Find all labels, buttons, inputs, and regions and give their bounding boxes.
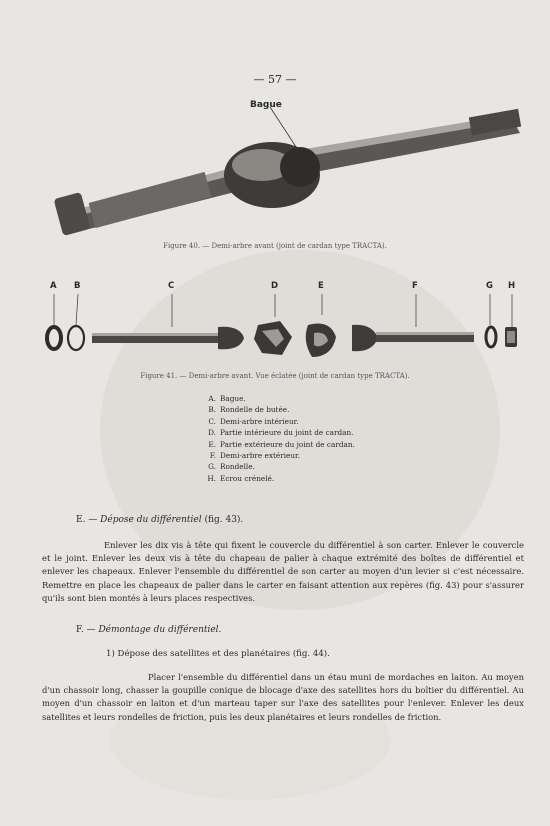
- legend-text: Rondelle.: [220, 462, 255, 472]
- legend-key: E.: [208, 439, 216, 449]
- part-letter-c: C: [168, 281, 175, 291]
- legend-item: [200, 450, 355, 461]
- legend-item: [200, 416, 355, 427]
- section-e-heading: [76, 515, 243, 525]
- legend-item: [200, 439, 355, 450]
- legend-text: Bague.: [220, 394, 246, 403]
- legend-text: Ecrou crénelé.: [220, 473, 275, 483]
- section-f-prefix: F. —: [76, 625, 96, 635]
- legend-item: [200, 393, 355, 404]
- legend-item: [200, 427, 355, 438]
- part-letter-e: E: [318, 281, 324, 291]
- legend-item: [200, 461, 355, 472]
- legend-item: [200, 473, 355, 484]
- section-e-title: Dépose du différentiel: [100, 515, 202, 525]
- legend-key: H.: [207, 473, 216, 483]
- part-letter-a: A: [50, 281, 57, 291]
- figure-40-illustration: [0, 95, 550, 245]
- legend-text: Partie extérieure du joint de cardan.: [220, 439, 355, 449]
- figure-41-caption: Figure 41. — Demi-arbre avant. Vue éclatée (joint de cardan type TRACTA).: [140, 372, 410, 380]
- section-f-title: Démontage du différentiel.: [98, 625, 222, 635]
- part-letter-d: D: [271, 281, 279, 291]
- section-f-subheading: 1) Dépose des satellites et des planétaires (fig. 44).: [106, 649, 330, 659]
- part-letter-f: F: [412, 281, 418, 291]
- legend-key: G.: [208, 462, 216, 472]
- section-e-body: Enlever les dix vis à tête qui fixent le couvercle du différentiel à son carter. Enlever le couvercle et le joint. Enlever les deux vis à tête du chapeau de palier à chaque extrémité des boîtes de différentiel et enlever les chapeaux. Enlever l'ensemble du différentiel de son carter au moyen d'un levier si c'est nécessaire. Remettre en place les chapeaux de palier dans le carter en faisant attention aux repères (fig. 43) pour s'assurer qu'ils sont bien montés à leurs places respectives.: [42, 540, 524, 603]
- legend-key: F.: [209, 451, 216, 461]
- figure-41-illustration: [0, 285, 550, 375]
- section-f-body: Placer l'ensemble du différentiel dans un étau muni de mordaches en laiton. Au moyen d'un chassoir long, chasser la goupille conique de blocage d'axe des satellites hors du boîtier du différentiel. Au moyen d'un chassoir en laiton et d'un marteau taper sur l'axe des satellites pour l'enlever. Enlever les deux satellites et leurs rondelles de friction, puis les deux planétaires et leurs rondelles de friction.: [42, 672, 524, 722]
- figure-40-callout: Bague: [250, 100, 282, 110]
- section-f-heading: [76, 625, 221, 635]
- page-number: — 57 —: [253, 73, 297, 86]
- legend-key: C.: [208, 416, 216, 426]
- part-letter-g: G: [486, 281, 493, 291]
- legend-text: Partie intérieure du joint de cardan.: [220, 428, 354, 438]
- figure-40-caption: Figure 40. — Demi-arbre avant (joint de cardan type TRACTA).: [163, 242, 387, 250]
- part-letter-b: B: [74, 281, 81, 291]
- section-e-ref: (fig. 43).: [204, 515, 244, 525]
- legend-text: Rondelle de butée.: [220, 405, 290, 415]
- section-e-prefix: E. —: [76, 515, 98, 525]
- legend-item: [200, 404, 355, 415]
- legend-key: A.: [208, 394, 216, 403]
- legend-key: B.: [208, 405, 216, 415]
- legend-key: D.: [208, 428, 216, 438]
- legend-text: Demi-arbre extérieur.: [220, 451, 301, 461]
- legend-text: Demi-arbre intérieur.: [220, 416, 299, 426]
- parts-legend: [200, 393, 355, 484]
- part-letter-h: H: [508, 281, 516, 291]
